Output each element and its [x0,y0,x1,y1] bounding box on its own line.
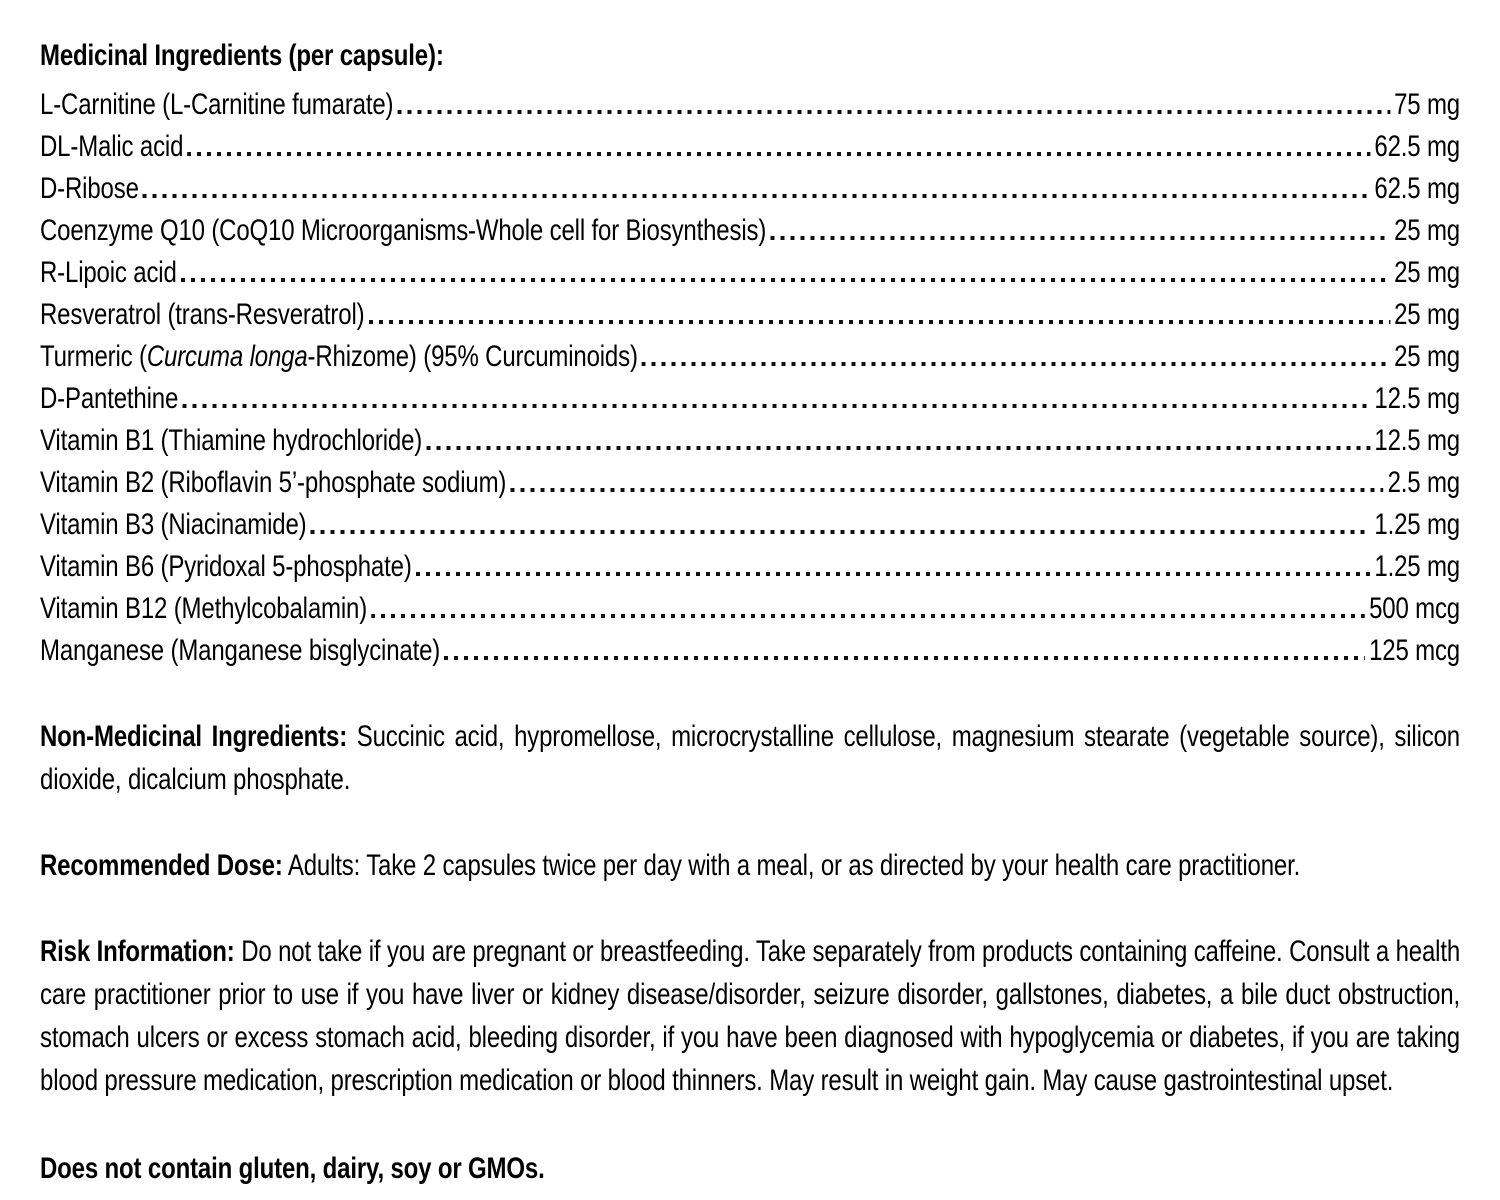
ingredient-amount: 2.5 mg [1387,466,1460,499]
non-medicinal-ingredients-text: Succinic acid, hypromellose, microcrystalline cellulose, magnesium stearate (vegetable source), silicon dioxide, dicalcium phosphate. [40,720,1460,796]
dot-leader [416,572,1371,576]
ingredient-row-d-pantethine [40,378,1460,420]
ingredient-amount: 12.5 mg [1374,424,1460,457]
dot-leader [642,362,1390,366]
ingredient-row-turmeric [40,336,1460,378]
ingredient-row-manganese [40,630,1460,672]
ingredient-name-part: -Rhizome) (95% Curcuminoids) [307,340,638,373]
non-medicinal-ingredients-paragraph [40,715,1460,801]
ingredient-amount: 500 mcg [1369,592,1460,625]
ingredient-amount: 1.25 mg [1374,550,1460,583]
ingredient-amount: 1.25 mg [1374,508,1460,541]
recommended-dose-paragraph [40,844,1460,887]
ingredient-name: Resveratrol (trans-Resveratrol) [40,298,365,331]
ingredient-row-vitamin-b6 [40,546,1460,588]
ingredient-name: D-Pantethine [40,382,179,415]
ingredient-name: Vitamin B12 (Methylcobalamin) [40,592,368,625]
dot-leader [397,110,1390,114]
ingredient-name: Vitamin B3 (Niacinamide) [40,508,307,541]
ingredient-row-vitamin-b1 [40,420,1460,462]
ingredient-name: DL-Malic acid [40,130,184,163]
dot-leader [311,530,1371,534]
ingredient-row-d-ribose [40,168,1460,210]
dot-leader [770,236,1390,240]
ingredient-amount: 62.5 mg [1374,172,1460,205]
does-not-contain-note: Does not contain gluten, dairy, soy or GMOs. [40,1152,545,1185]
dot-leader [510,488,1383,492]
dot-leader [371,614,1365,618]
ingredient-name-part: Turmeric ( [40,340,147,373]
ingredient-name: Manganese (Manganese bisglycinate) [40,634,441,667]
ingredient-row-resveratrol [40,294,1460,336]
ingredient-row-coenzyme-q10 [40,210,1460,252]
recommended-dose-text: Adults: Take 2 capsules twice per day with a meal, or as directed by your health care practitioner. [287,849,1301,882]
ingredient-row-r-lipoic-acid [40,252,1460,294]
ingredient-amount: 75 mg [1394,88,1460,121]
risk-information-paragraph [40,930,1460,1102]
ingredient-name: L-Carnitine (L-Carnitine fumarate) [40,88,394,121]
ingredient-row-vitamin-b2 [40,462,1460,504]
ingredient-amount: 25 mg [1394,298,1460,331]
dot-leader [426,446,1370,450]
risk-information-text: Do not take if you are pregnant or breastfeeding. Take separately from products containing caffeine. Consult a health care practitioner prior to use if you have liver or kidney disease/disorder, seizure disorder, gallstones, diabetes, a bile duct obstruction, stomach ulcers or excess stomach acid, bleeding disorder, if you have been diagnosed with hypoglycemia or diabetes, if you are taking blood pressure medication, prescription medication or blood thinners. May result in weight gain. May cause gastrointestinal upset. [40,935,1461,1097]
ingredient-row-l-carnitine [40,84,1460,126]
recommended-dose-label: Recommended Dose: [40,849,283,882]
ingredient-amount: 25 mg [1394,256,1460,289]
ingredient-name: Vitamin B2 (Riboflavin 5’-phosphate sodium) [40,466,507,499]
ingredient-name: D-Ribose [40,172,139,205]
ingredient-amount: 125 mcg [1369,634,1460,667]
ingredient-row-vitamin-b12 [40,588,1460,630]
dot-leader [368,320,1390,324]
ingredient-row-vitamin-b3 [40,504,1460,546]
ingredient-name [40,336,638,378]
ingredient-amount: 62.5 mg [1374,130,1460,163]
dot-leader [182,404,1370,408]
dot-leader [444,656,1365,660]
ingredient-row-dl-malic-acid [40,126,1460,168]
non-medicinal-ingredients-label: Non-Medicinal Ingredients: [40,720,348,753]
medicinal-ingredients-heading: Medicinal Ingredients (per capsule): [40,39,444,72]
ingredient-amount: 25 mg [1394,214,1460,247]
ingredient-name: Vitamin B1 (Thiamine hydrochloride) [40,424,423,457]
risk-information-label: Risk Information: [40,935,235,968]
dot-leader [143,194,1371,198]
ingredient-name-latin: Curcuma longa [146,340,308,373]
ingredient-amount: 12.5 mg [1374,382,1460,415]
dot-leader [181,278,1390,282]
dot-leader [187,152,1370,156]
ingredient-name: R-Lipoic acid [40,256,177,289]
ingredient-name: Coenzyme Q10 (CoQ10 Microorganisms-Whole cell for Biosynthesis) [40,214,767,247]
ingredient-name: Vitamin B6 (Pyridoxal 5-phosphate) [40,550,412,583]
ingredient-amount: 25 mg [1394,340,1460,373]
